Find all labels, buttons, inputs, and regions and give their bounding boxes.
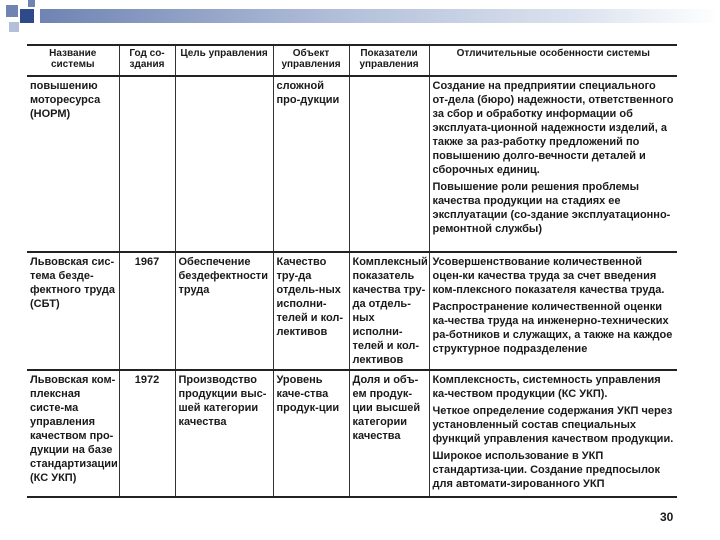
cell-goal: Производство продукции выс-шей категории качества [175, 370, 273, 497]
cell-goal [175, 76, 273, 252]
deco-square [28, 0, 35, 7]
deco-gradient-bar [40, 9, 720, 23]
deco-square [20, 9, 34, 23]
title-decoration [0, 0, 720, 40]
deco-square [6, 5, 18, 17]
cell-indicators: Комплексный показатель качества тру-да отдель-ных исполни-телей и кол-лективов [349, 252, 429, 370]
cell-features [429, 76, 677, 252]
deco-square [9, 22, 19, 32]
feature-paragraph: Широкое использование в УКП стандартиза-ции. Создание предпосылок для автомати-зированного УКП [432, 450, 661, 490]
table-header-row [27, 45, 677, 76]
header-year: Год со-здания [119, 45, 175, 76]
cell-features [429, 252, 677, 370]
table-row [27, 252, 677, 370]
cell-year: 1972 [119, 370, 175, 497]
table-row [27, 76, 677, 252]
feature-paragraph: Комплексность, системность управления ка-чеством продукции (КС УКП). [432, 374, 661, 400]
feature-paragraph: Распространение количественной оценки ка-чества труда на инженерно-технических ра-ботников и служащих, а также на каждое структурное подразделение [432, 301, 673, 355]
cell-name: Львовская сис-тема бездe-фектного труда (СБТ) [27, 252, 119, 370]
cell-indicators [349, 76, 429, 252]
quality-systems-table [27, 44, 677, 498]
page-number: 30 [660, 510, 674, 524]
feature-paragraph: Повышение роли решения проблемы качества продукции на стадиях ее эксплуатации (со-здание эксплуатационно-ремонтной службы) [432, 181, 671, 235]
header-object: Объект управления [273, 45, 349, 76]
feature-paragraph: Усовершенствование количественной оцен-ки качества труда за счет введения ком-плексного показателя качества труда. [432, 256, 665, 296]
cell-object: сложной про-дукции [273, 76, 349, 252]
cell-goal: Обеспечение бездефектности труда [175, 252, 273, 370]
header-name: Название системы [27, 45, 119, 76]
feature-paragraph: Создание на предприятии специального от-дела (бюро) надежности, ответственного за сбор и обработку информации об эксплуата-ционной надежности изделий, а также за раз-работку предложений по повышению долго-вечности деталей и сборочных единиц. [432, 80, 674, 176]
cell-name: Львовская ком-плексная систе-ма управления качеством про-дукции на базе стандартизации (КС УКП) [27, 370, 119, 497]
table-row [27, 370, 677, 497]
cell-year [119, 76, 175, 252]
feature-paragraph: Четкое определение содержания УКП через установленный состав специальных функций управления качеством продукции. [432, 405, 674, 445]
header-features: Отличительные особенности системы [429, 45, 677, 76]
cell-features [429, 370, 677, 497]
cell-year: 1967 [119, 252, 175, 370]
cell-object: Уровень каче-ства продук-ции [273, 370, 349, 497]
header-goal: Цель управления [175, 45, 273, 76]
cell-indicators: Доля и объ-ем продук-ции высшей категории качества [349, 370, 429, 497]
cell-object: Качество тру-да отдель-ных исполни-телей и кол-лективов [273, 252, 349, 370]
header-indicators: Показатели управления [349, 45, 429, 76]
cell-name: повышению моторесурса (НОРМ) [30, 80, 101, 120]
